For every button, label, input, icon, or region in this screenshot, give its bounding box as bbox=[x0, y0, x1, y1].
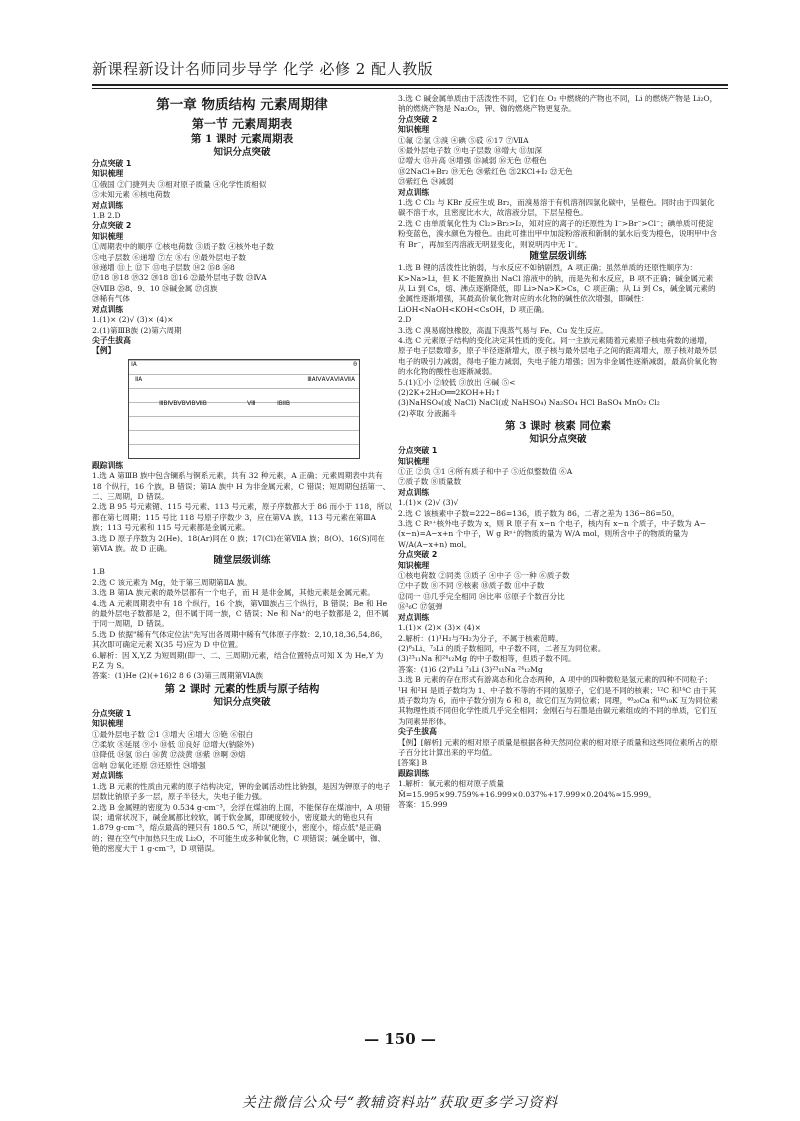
grid-label: ⅢAⅣAⅤAⅥAⅦA bbox=[307, 374, 355, 383]
text-line: 知识梳理 bbox=[92, 231, 124, 241]
text-line: 1.解析：氧元素的相对原子质量 M̄=15.995×99.759%+16.999×0.037%+17.999×0.204%≈15.999。 bbox=[398, 779, 656, 799]
text-line: 2.选 C 由单质氧化性为 Cl₂>Br₂>I₂，知对应的离子的还原性为 I⁻>Br⁻>Cl⁻；碘单质可使淀粉变蓝色，溴水颜色为橙色。由此可推出甲中加淀粉溶液和新制的氯水后变为橙色，说明甲中含有 Br⁻，再加至丙溶液无明显变化，则说明丙中无 I⁻。 bbox=[398, 218, 717, 249]
text-line: ①周期表中的顺序 ②核电荷数 ③质子数 ④核外电子数 bbox=[92, 242, 274, 252]
text-line: 2.选 B 95 号元素镅、115 号元素、113 号元素，原子序数都大于 86 而小于 118，所以都在第七周期；115 号比 118 号原子序数少 3，应在第ⅤA 族，113 号元素在第ⅢA 族；113 号元素和 115 号元素都是金属元素。 bbox=[92, 502, 392, 533]
text-line: 知识梳理 bbox=[92, 719, 124, 729]
text-line: ⑤电子层数 ⑥递增 ⑦左 ⑧右 ⑨最外层电子数 bbox=[92, 252, 246, 262]
text-line: ①核电荷数 ②同类 ③质子 ④中子 ⑤一种 ⑥质子数 bbox=[398, 571, 570, 581]
text-line: 分点突破 2 bbox=[92, 221, 132, 231]
left-text-block bbox=[92, 159, 392, 357]
running-header: 新课程新设计名师同步导学 化学 必修 2 配人教版 bbox=[92, 60, 434, 78]
right-text-block bbox=[398, 94, 718, 250]
text-line: 答案：15.999 bbox=[398, 800, 448, 809]
text-line: 3.选 D 原子序数为 2(He)、18(Ar)同在 0 族；17(Cl)在第ⅦA 族；8(O)、16(S)同在第ⅥA 族。故 D 正确。 bbox=[92, 533, 385, 553]
text-line: 知识梳理 bbox=[398, 560, 430, 570]
text-line: 分点突破 2 bbox=[398, 114, 438, 124]
text-line: 1.B 2.D bbox=[92, 211, 121, 221]
text-line: 对点训练 bbox=[92, 304, 124, 314]
text-line: 跟踪训练 bbox=[92, 460, 124, 470]
text-line: 2.选 C 该核素中子数=222−86=136，质子数为 86，二者之差为 136−86=50。 bbox=[398, 508, 679, 518]
text-line: 答案：(1)He (2)(+16)2 8 6 (3)第三周期第ⅥA族 bbox=[92, 671, 263, 681]
text-line: ⑱2NaCl+Br₂ ⑲无色 ⑳紫红色 ㉑2KCl+I₂ ㉒无色 bbox=[398, 166, 573, 176]
text-line: ⑧最外层电子数 ⑨电子层数 ⑩增大 ⑪加深 bbox=[398, 146, 542, 156]
grid-label: ⅢBⅣBⅤBⅥBⅦB bbox=[159, 398, 207, 407]
text-line: ㉓紫红色 ㉔减弱 bbox=[398, 177, 454, 187]
chapter-title: 第一章 物质结构 元素周期律 bbox=[156, 97, 328, 113]
text-line: 对点训练 bbox=[398, 187, 430, 197]
text-line: 1.选 A 第ⅢB 族中包含镧系与锕系元素，共有 32 种元素，A 正确；元素周期表中共有 18 个纵行，16 个族，B 错误；第ⅠA 族中 H 为非金属元素，C 错误；短周期包括第一、二、三周期，D 错误。 bbox=[92, 471, 391, 501]
text-line: 5.选 D 依据"稀有气体定位法"先写出各周期中稀有气体原子序数：2,10,18,36,54,86，其次即可确定元素 X(35 号)应为 D 中位置。 bbox=[92, 629, 388, 650]
text-line: 6.解析：因 X,Y,Z 为短周期(即一、二、三周期)元素，结合位置特点可知 X 为 He,Y 为 F,Z 为 S。 bbox=[92, 650, 384, 671]
text-line: (3)NaHSO₄(或 NaCl) NaCl(或 NaHSO₄) Na₂SO₄ HCl BaSO₄ MnO₂ Cl₂ bbox=[398, 398, 660, 408]
text-line: 对点训练 bbox=[398, 487, 430, 497]
text-line: (2)⁶₃Li、⁷₃Li 的质子数相同，中子数不同，二者互为同位素。 bbox=[398, 643, 606, 653]
text-line: 2.选 B 金属锂的密度为 0.534 g·cm⁻³，会浮在煤油的上面，不能保存在煤油中，A 项错误；通常状况下，碱金属都比较软，属于软金属，即硬度较小，密度最大的铯也只有 1.879 g·cm⁻³，熔点最高的锂只有 180.5 ℃，所以"硬度小，密度小，熔点低"是正确的；锂在空气中加热只生成 Li₂O，不可能生成多种氧化物，C 项错误；碱金属中，铷、铯的密度大于 1 g·cm⁻³，D 项错误。 bbox=[92, 802, 391, 854]
left-text-block-4 bbox=[92, 709, 392, 855]
text-line: 1.(1)× (2)√ (3)√ bbox=[398, 498, 459, 508]
text-line: ⑩递增 ⑪上 ⑫下 ⑬电子层数 ⑭2 ⑮8 ⑯8 bbox=[92, 263, 235, 273]
text-line: 1.B bbox=[92, 567, 105, 577]
grid-label: ⅡA bbox=[135, 374, 143, 383]
text-line: 1.选 C Cl₂ 与 KBr 反应生成 Br₂，而溴易溶于有机溶剂四氯化碳中，呈橙色。同时由于四氯化碳不溶于水，且密度比水大，故溶液分层，下层呈橙色。 bbox=[398, 198, 715, 218]
text-line: 3.选 C 溴易腐蚀橡胶，高温下溴蒸气易与 Fe、Cu 发生反应。 bbox=[398, 325, 608, 335]
text-line: ⑦中子数 ⑧不同 ⑨核素 ⑩质子数 ⑪中子数 bbox=[398, 581, 545, 591]
text-line: ㉔ⅦB ㉕8、9、10 ㉖碱金属 ㉗卤族 bbox=[92, 283, 218, 293]
text-line: ㉑响 ㉒氧化还原 ㉓还原性 ㉔增强 bbox=[92, 760, 206, 770]
subsection-title: 知识分点突破 bbox=[213, 696, 271, 708]
text-line: 【例】[解析] 元素的相对原子质量是根据各种天然同位素的相对原子质量和这些同位素所占的原子百分比计算出来的平均值。 bbox=[398, 737, 718, 757]
lesson-title: 第 3 课时 核素 同位素 bbox=[505, 420, 611, 433]
text-line: 3.选 B 第ⅠA 族元素的最外层都有一个电子，而 H 是非金属，其他元素是金属元素。 bbox=[92, 588, 375, 598]
text-line: 知识梳理 bbox=[398, 125, 430, 135]
subsection-title: 随堂层级训练 bbox=[529, 251, 587, 263]
text-line: 知识梳理 bbox=[92, 169, 124, 179]
text-line: 1.选 B 元素的性质由元素的原子结构决定，钾的金属活动性比钠强，是因为钾原子的电子层数比钠原子多一层，原子半径大，失电子能力强。 bbox=[92, 781, 391, 802]
text-line: 分点突破 2 bbox=[398, 550, 438, 560]
left-text-block-2 bbox=[92, 461, 392, 555]
text-line: 3.选 C 碱金属单质由于活泼性不同，它们在 O₂ 中燃烧的产物也不同，Li 的燃烧产物是 Li₂O，钠的燃烧产物是 Na₂O₂，钾、铷的燃烧产物更复杂。 bbox=[398, 94, 718, 114]
text-line: 3.选 B 元素的存在形式有游离态和化合态两种，A 项中的四种微粒是氢元素的四种不同粒子；¹H 和²H 是质子数均为 1、中子数不等的不同的氢原子，它们是不同的核素；¹²C 和¹⁴C 由于其质子数均为 6，而中子数分别为 6 和 8，故它们互为同位素；同理，⁴⁰₂₀Ca 和⁴⁰₁₉K 互为同位素其物理性质不同但化学性质几乎完全相同；金刚石与石墨是由碳元素组成的不同的单质，它们互为同素异形体。 bbox=[398, 675, 718, 726]
text-line: ⑫同一 ⑬几乎完全相同 ⑭比率 ⑮原子个数百分比 bbox=[398, 591, 565, 601]
section-title: 第一节 元素周期表 bbox=[191, 117, 293, 131]
right-column bbox=[398, 94, 718, 810]
text-line: 2.选 C 该元素为 Mg，处于第三周期第ⅡA 族。 bbox=[92, 577, 252, 587]
text-line: 知识梳理 bbox=[398, 456, 430, 466]
text-line: 【例】 bbox=[92, 346, 116, 356]
grid-label: Ⅷ bbox=[247, 398, 256, 407]
text-line: 跟踪训练 bbox=[398, 768, 430, 778]
text-line: ⑦柔软 ⑧延展 ⑨小 ⑩低 ⑪良好 ⑫增大(钠除外) bbox=[92, 740, 255, 750]
text-line: ⑤未知元素 ⑥核电荷数 bbox=[92, 190, 171, 200]
text-line: 对点训练 bbox=[92, 771, 124, 781]
grid-label: ⅠA bbox=[131, 359, 137, 368]
text-line: 分点突破 1 bbox=[92, 159, 132, 168]
lesson-title: 第 2 课时 元素的性质与原子结构 bbox=[164, 682, 320, 695]
text-line: 2.D bbox=[398, 315, 412, 325]
text-line: ①正 ②负 ③1 ④所有质子和中子 ⑤近似整数值 ⑥A bbox=[398, 467, 573, 476]
text-line: (2)2K+2H₂O══2KOH+H₂↑ bbox=[398, 387, 502, 397]
footer-note: 关注微信公众号“教辅资料站”获取更多学习资料 bbox=[241, 1095, 559, 1111]
text-line: ㉘稀有气体 bbox=[92, 294, 130, 304]
page-number: — 150 — bbox=[364, 1030, 436, 1048]
text-line: ⑬降低 ⑭氢 ⑮白 ⑯黄 ⑰淡黄 ⑱紫 ⑲啊 ⑳熔 bbox=[92, 750, 246, 760]
text-line: 3.选 C Rⁿ⁺核外电子数为 x，则 R 原子有 x−n 个电子，核内有 x−n 个质子，中子数为 A−(x−n)=A−x+n 个中子，W g Rⁿ⁺的物质的量为 W/A mol，则所含中子的物质的量为 W/A(A−x+n) mol。 bbox=[398, 519, 707, 549]
text-line: 分点突破 1 bbox=[398, 446, 438, 456]
text-line: 对点训练 bbox=[398, 612, 430, 622]
text-line: 尖子生拔高 bbox=[398, 727, 437, 737]
header-rule bbox=[92, 84, 728, 86]
text-line: 1.选 B 锂的活泼性比钠弱，与水反应不如钠剧烈，A 项正确；虽然单质的还原性顺序为：K>Na>Li，但 K 不能置换出 NaCl 溶液中的钠，而是先和水反应，B 项不正确；碱金属元素从 Li 到 Cs，熔、沸点逐渐降低，即 Li>Na>K>Cs，C 项正确；从 Li 到 Cs，碱金属元素的金属性逐渐增强，其最高价氧化物对应的水化物的碱性依次增强，即碱性：LiOH<NaOH<KOH<CsOH，D 项正确。 bbox=[398, 263, 716, 314]
text-line: ⑫增大 ⑬升高 ⑭增强 ⑮减弱 ⑯无色 ⑰橙色 bbox=[398, 156, 547, 166]
right-text-block-2 bbox=[398, 263, 718, 419]
header-rule-thin bbox=[92, 88, 728, 89]
text-line: 1.(1)× (2)× (3)× (4)× bbox=[398, 623, 481, 633]
left-column bbox=[92, 94, 392, 855]
periodic-table-grid bbox=[128, 359, 360, 459]
left-text-block-3 bbox=[92, 567, 392, 681]
text-line: ①俄国 ②门捷列夫 ③相对原子质量 ④化学性质相似 bbox=[92, 179, 267, 189]
text-line: ⑦质子数 ⑧质量数 bbox=[398, 477, 462, 487]
text-line: 4.选 A 元素周期表中有 18 个纵行，16 个族，第Ⅷ族占三个纵行，B 错误；Be 和 He 的最外层电子数都是 2，但不属于同一族，C 错误；Ne 和 Na⁺的电子数都是 2，但不属于同一周期，D 错误。 bbox=[92, 598, 389, 629]
text-line: ⑯¹₆C ⑰氢弹 bbox=[398, 602, 443, 612]
lesson-title: 第 1 课时 元素周期表 bbox=[190, 133, 294, 145]
text-line: 4.选 C 元素原子结构的变化决定其性质的变化。同一主族元素随着元素原子核电荷数的递增，原子电子层数增多，原子半径逐渐增大，原子核与最外层电子之间的距离增大，原子核对最外层电子的吸引力减弱，得电子能力减弱，失电子能力增强；因为非金属性逐渐减弱，最高价氧化物的水化物的酸性也逐渐减弱。 bbox=[398, 335, 717, 377]
text-line: 对点训练 bbox=[92, 200, 124, 210]
text-line: 分点突破 1 bbox=[92, 708, 132, 718]
text-line: 1.(1)× (2)√ (3)× (4)× bbox=[92, 315, 174, 325]
subsection-title: 知识分点突破 bbox=[213, 147, 271, 158]
text-line: (2)萃取 分液漏斗 bbox=[398, 408, 457, 418]
grid-label: 0 bbox=[353, 359, 357, 368]
text-line: 5.(1)①小 ②较低 ③放出 ④碱 ⑤< bbox=[398, 377, 516, 387]
text-line: 答案：(1)6 (2)⁶₃Li ⁷₃Li (3)²³₁₁Na ²⁴₁₂Mg bbox=[398, 664, 543, 674]
text-line: [答案] B bbox=[398, 758, 428, 768]
subsection-title: 随堂层级训练 bbox=[213, 555, 271, 567]
text-line: ①最外层电子数 ②1 ③增大 ④增大 ⑤铯 ⑥银白 bbox=[92, 729, 254, 739]
text-line: 2.解析：(1)¹H₂与²H₂为分子，不属于核素范畴。 bbox=[398, 633, 563, 643]
text-line: 2.(1)第ⅢB族 (2)第六周期 bbox=[92, 325, 182, 335]
subsection-title: 知识分点突破 bbox=[529, 434, 587, 446]
text-line: (3)²³₁₁Na 和²⁴₁₂Mg 的中子数相等，但质子数不同。 bbox=[398, 654, 576, 664]
grid-label: ⅠBⅡB bbox=[277, 398, 290, 407]
text-line: ①氟 ②氯 ③溴 ④碘 ⑤砹 ⑥17 ⑦ⅦA bbox=[398, 135, 529, 145]
text-line: 尖子生拔高 bbox=[92, 335, 131, 345]
text-line: ⑰18 ⑱18 ⑲32 ⑳18 ㉑16 ㉒最外层电子数 ㉓ⅣA bbox=[92, 273, 267, 283]
right-text-block-3 bbox=[398, 446, 718, 810]
